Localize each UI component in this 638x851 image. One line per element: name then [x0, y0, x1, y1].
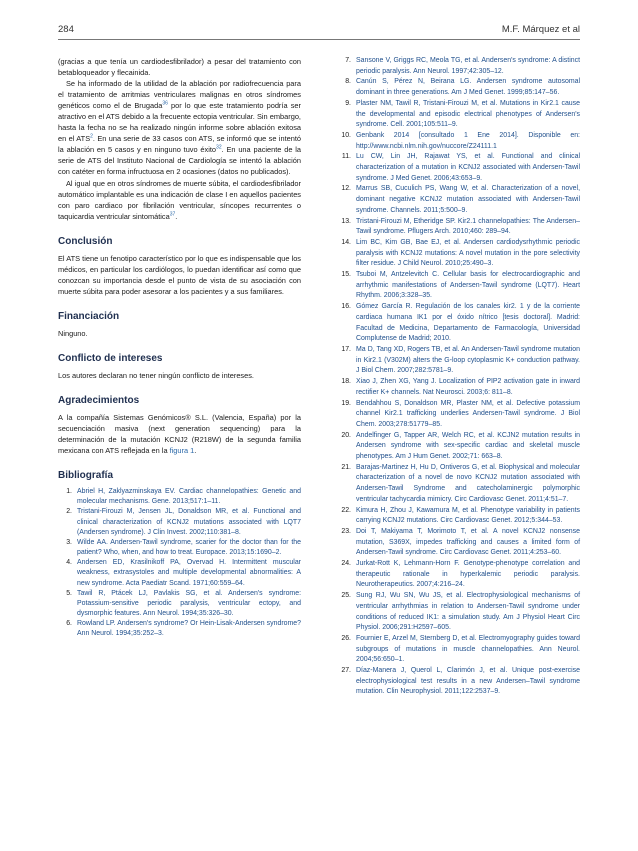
acknowledgements-text: A la compañía Sistemas Genómicos® S.L. (Valencia, España) por la secuenciación masiva (next generation sequencing) para la determinación de la mutación KCNJ2 (R218W) de la segunda familia mexicana con ATS reflejada en la figura 1.: [58, 412, 301, 456]
reference-number: 5.: [66, 589, 72, 597]
reference-text[interactable]: Xiao J, Zhen XG, Yang J. Localization of PIP2 activation gate in inward rectifier K+ channels. Nat Neurosci. 2003;6: 811–8.: [356, 378, 580, 396]
reference-item[interactable]: [337, 270, 580, 302]
reference-text[interactable]: Bendahhou S, Donaldson MR, Plaster NM, et al. Defective potassium channel Kir2.1 trafficking underlies Andersen-Tawil syndrome. J Biol Chem. 2003;278:51779–85.: [356, 399, 580, 428]
citation-37[interactable]: 37: [169, 211, 176, 218]
reference-list-right: [337, 56, 580, 698]
reference-text[interactable]: Wilde AA. Andersen-Tawil syndrome, scarier for the doctor than for the patient? Who, when, and how to treat. Europace. 2013;15:1690–2.: [77, 538, 301, 557]
reference-item[interactable]: [337, 559, 580, 591]
reference-text[interactable]: Gómez García R. Regulación de los canales kir2. 1 y de la corriente cardiaca humana IK1 por el óxido nítrico [tesis doctoral]. Madrid: Facultad de Medicina, Departamento de Farmacología, Universidad Complutense de Madrid; 2010.: [356, 303, 580, 343]
reference-number: 2.: [66, 508, 72, 516]
reference-item[interactable]: [337, 184, 580, 216]
reference-item[interactable]: [337, 152, 580, 184]
reference-number: 13.: [341, 217, 351, 225]
reference-text[interactable]: Ma D, Tang XD, Rogers TB, et al. An Andersen-Tawil syndrome mutation in Kir2.1 (V302M) alters the G-loop cytoplasmic K+ conduction pathway. J Biol Chem. 2007;282:5781–9.: [356, 345, 580, 375]
figure-1-link[interactable]: figura 1: [169, 446, 195, 456]
reference-item[interactable]: [337, 463, 580, 506]
reference-number: 14.: [341, 238, 351, 246]
reference-number: 6.: [66, 620, 72, 628]
reference-text[interactable]: Barajas-Martinez H, Hu D, Ontiveros G, et al. Biophysical and molecular characterization of a novel de novo KCNJ2 mutation associated with Andersen-Tawil Syndrome and catecholaminergic polymorphic ventricular tachycardia mimicry. Circ Cardiovasc Genet. 2011;4:51–7.: [356, 463, 580, 503]
reference-item[interactable]: [337, 431, 580, 463]
reference-number: 20.: [341, 431, 351, 439]
reference-number: 11.: [341, 153, 351, 161]
reference-item[interactable]: [58, 507, 301, 537]
reference-number: 3.: [66, 538, 72, 546]
reference-number: 25.: [341, 592, 351, 600]
paragraph-icd: Al igual que en otros síndromes de muerte súbita, el cardiodesfibrilador automático implantable es una indicación de clase I en aquellos pacientes con paro cardiaco por fibrilación ventricular, síncopes recurrentes o taquicardia ventricular sintomática$^{37}$.: [58, 178, 301, 221]
reference-item[interactable]: [337, 634, 580, 666]
reference-item[interactable]: [337, 217, 580, 238]
conflict-text: Los autores declaran no tener ningún conflicto de intereses.: [58, 370, 254, 380]
reference-item[interactable]: [337, 238, 580, 270]
reference-item[interactable]: [337, 131, 580, 152]
paragraph-ablation-intro: (gracias a que tenía un cardiodesfibrilador) a pesar del tratamiento con betabloqueador y flecainida.: [58, 57, 301, 78]
reference-number: 12.: [341, 185, 351, 193]
reference-text[interactable]: Andelfinger G, Tapper AR, Welch RC, et al. KCJN2 mutation results in Andersen syndrome with sex-specific cardiac and skeletal muscle phenotypes. Am J Hum Genet. 2002;71: 663–8.: [356, 431, 580, 461]
reference-text[interactable]: Tristani-Firouzi M, Etheridge SP. Kir2.1 channelopathies: The Andersen–Tawil syndrome. Pflugers Arch. 2010;460: 289–94.: [356, 217, 580, 236]
reference-item[interactable]: [337, 345, 580, 377]
running-authors: M.F. Márquez et al: [501, 24, 580, 35]
reference-text[interactable]: Marrus SB, Cuculich PS, Wang W, et al. Characterization of a novel, dominant negative KCNJ2 mutation associated with Andersen-Tawil syndrome. Channels. 2011;5:500–9.: [356, 185, 580, 214]
conclusion-heading: Conclusión: [58, 235, 113, 247]
reference-item[interactable]: [58, 538, 301, 558]
funding-heading: Financiación: [58, 310, 120, 322]
citation-32[interactable]: 32: [216, 144, 222, 151]
left-column: [58, 56, 301, 640]
reference-number: 26.: [341, 634, 351, 642]
reference-text[interactable]: Doi T, Makiyama T, Morimoto T, et al. A novel KCNJ2 nonsense mutation, S369X, impedes trafficking and causes a limited form of Andersen-Tawil syndrome. Circ Cardiovasc Genet. 2011;4:253–60.: [356, 527, 580, 557]
running-header: [58, 24, 580, 40]
reference-item[interactable]: [337, 302, 580, 345]
reference-item[interactable]: [58, 558, 301, 588]
reference-number: 16.: [341, 303, 351, 311]
right-column: [337, 56, 580, 698]
header-rule: [58, 39, 580, 40]
reference-text[interactable]: Genbank 2014 [consultado 1 Ene 2014]. Disponible en: http://www.ncbi.nlm.nih.gov/nuccore/Z24111.1: [356, 131, 580, 150]
reference-text[interactable]: Sung RJ, Wu SN, Wu JS, et al. Electrophysiological mechanisms of ventricular arrhythmias in relation to Andersen-Tawil syndrome under conditions of reduced IK1: a simulation study. Am J Physiol Heart Circ Physiol. 2006;291:H2597–605.: [356, 592, 580, 632]
reference-text[interactable]: Andersen ED, Krasilnikoff PA, Overvad H. Intermittent muscular weakness, extrasystoles and multiple developmental abnormalities: A new syndrome. Acta Paediatr Scand. 1971;60:559–64.: [77, 559, 301, 587]
reference-text[interactable]: Tristani-Firouzi M, Jensen JL, Donaldson MR, et al. Functional and clinical characterization of KCNJ2 mutations associated with LQT7 (Andersen syndrome). J Clin Invest. 2002;110:381–8.: [77, 508, 301, 536]
page-number: 284: [58, 24, 74, 35]
reference-text[interactable]: Kimura H, Zhou J, Kawamura M, et al. Phenotype variability in patients carrying KCNJ2 mutations. Circ Cardiovasc Genet. 2012;5:344–53.: [356, 506, 580, 525]
citation-2[interactable]: 2: [90, 133, 93, 140]
reference-number: 9.: [345, 99, 351, 107]
reference-text[interactable]: Plaster NM, Tawil R, Tristani-Firouzi M, et al. Mutations in Kir2.1 cause the developmental and episodic electrical phenotypes of Andersen's syndrome. Cell. 2001;105:511–9.: [356, 99, 580, 129]
reference-number: 22.: [341, 506, 351, 514]
reference-text[interactable]: Canún S, Pérez N, Beirana LG. Andersen syndrome autosomal dominant in three generations. Am J Med Genet. 1999;85:147–56.: [356, 78, 580, 97]
paragraph-ablation: Se ha informado de la utilidad de la ablación por radiofrecuencia para el tratamiento de arritmias ventriculares malignas en otros síndromes genéticos como el de Brugada$^{36}$ por lo que este tratamiento podría ser atractivo en el ATS debido a la frecuente ectopia ventricular. Sin embargo, hasta la fecha no se ha realizado ningún informe sobre ablación exitosa en el ATS$^2$. En una serie de 33 casos con ATS, se informó que se intentó la ablación en 5 casos y en ninguno tuvo éxito$^{32}$. En una paciente de la serie de ATS del Instituto Nacional de Cardiología se intentó la ablación con catéter en forma infructuosa en 2 ocasiones (datos no publicados).: [58, 79, 302, 177]
reference-number: 24.: [341, 560, 351, 568]
reference-item[interactable]: [337, 527, 580, 559]
reference-number: 7.: [345, 57, 351, 64]
reference-number: 10.: [341, 131, 351, 139]
reference-item[interactable]: [58, 589, 301, 619]
reference-list-left: [58, 487, 301, 639]
reference-item[interactable]: [337, 591, 580, 634]
reference-text[interactable]: Fournier E, Arzel M, Sternberg D, et al. Electromyography guides toward subgroups of mutations in muscle channelopathies. Ann Neurol. 2004;56:650–1.: [356, 634, 580, 664]
reference-text[interactable]: Tawil R, Ptácek LJ, Pavlakis SG, et al. Andersen's syndrome: Potassium-sensitive periodic paralysis, ventricular ectopy, and dysmorphic features. Ann Neurol. 1994;35:326–30.: [77, 589, 301, 618]
reference-number: 18.: [341, 378, 351, 386]
reference-number: 1.: [66, 488, 72, 496]
reference-text[interactable]: Abriel H, Zaklyazminskaya EV. Cardiac channelopathies: Genetic and molecular mechanisms. Gene. 2013;517:1–11.: [77, 488, 301, 506]
reference-text[interactable]: Sansone V, Griggs RC, Meola TG, et al. Andersen's syndrome: A distinct periodic paralysis. Ann Neurol. 1997;42:305–12.: [356, 57, 580, 75]
reference-text[interactable]: Lu CW, Lin JH, Rajawat YS, et al. Functional and clinical characterization of a mutation in KCNJ2 associated with Andersen-Tawil syndrome. J Med Genet. 2006;43:653–9.: [356, 153, 580, 182]
bibliography-heading: Bibliografía: [58, 470, 114, 482]
reference-item[interactable]: [58, 487, 301, 507]
reference-number: 17.: [341, 345, 351, 353]
reference-number: 27.: [341, 667, 351, 675]
reference-item[interactable]: [337, 666, 580, 698]
reference-text[interactable]: Rowland LP. Andersen's syndrome? Or Hein-Lisak-Andersen syndrome? Ann Neurol. 1994;35:252–3.: [77, 620, 301, 638]
reference-number: 23.: [341, 527, 351, 535]
reference-text[interactable]: Lim BC, Kim GB, Bae EJ, et al. Andersen cardiodysrhythmic periodic paralysis with KCNJ2 mutations: A novel mutation in the pore selectivity filter residue. J Child Neurol. 2010;25:490–3.: [356, 238, 580, 268]
reference-item[interactable]: [337, 56, 580, 77]
reference-item[interactable]: [337, 506, 580, 527]
acknowledgements-heading: Agradecimientos: [58, 394, 140, 406]
conclusion-text: El ATS tiene un fenotipo característico por lo que es indispensable que los médicos, en particular los cardiólogos, lo puedan identificar así como que conozcan su importancia desde el punto de vista de su asociación con muerte súbita para poder asesorar a los pacientes y a sus familiares.: [58, 253, 301, 296]
reference-item[interactable]: [58, 619, 301, 639]
reference-number: 8.: [345, 78, 351, 86]
reference-text[interactable]: Jurkat-Rott K, Lehmann-Horn F. Genotype-phenotype correlation and therapeutic rationale in hyperkalemic periodic paralysis. Neurotherapeutics. 2007;4:216–24.: [356, 560, 580, 589]
reference-item[interactable]: [337, 99, 580, 131]
reference-item[interactable]: [337, 377, 580, 398]
citation-36[interactable]: 36: [162, 100, 168, 107]
reference-text[interactable]: Díaz-Manera J, Querol L, Clarimón J, et al. Unique post-exercise electrophysiological test results in a new Andersen–Tawil syndrome mutation. Clin Neurophysiol. 2011;122:2537–9.: [356, 667, 580, 696]
reference-text[interactable]: Tsuboi M, Antzelevitch C. Cellular basis for electrocardiographic and arrhythmic manifestations of Andersen-Tawil syndrome (LQT7). Heart Rhythm. 2006;3:328–35.: [356, 271, 580, 300]
reference-number: 19.: [341, 399, 351, 407]
reference-number: 15.: [341, 271, 351, 279]
reference-number: 21.: [341, 463, 351, 471]
reference-item[interactable]: [337, 77, 580, 98]
funding-text: Ninguno.: [58, 328, 88, 338]
conflict-heading: Conflicto de intereses: [58, 352, 163, 364]
reference-number: 4.: [66, 559, 72, 567]
reference-item[interactable]: [337, 399, 580, 431]
